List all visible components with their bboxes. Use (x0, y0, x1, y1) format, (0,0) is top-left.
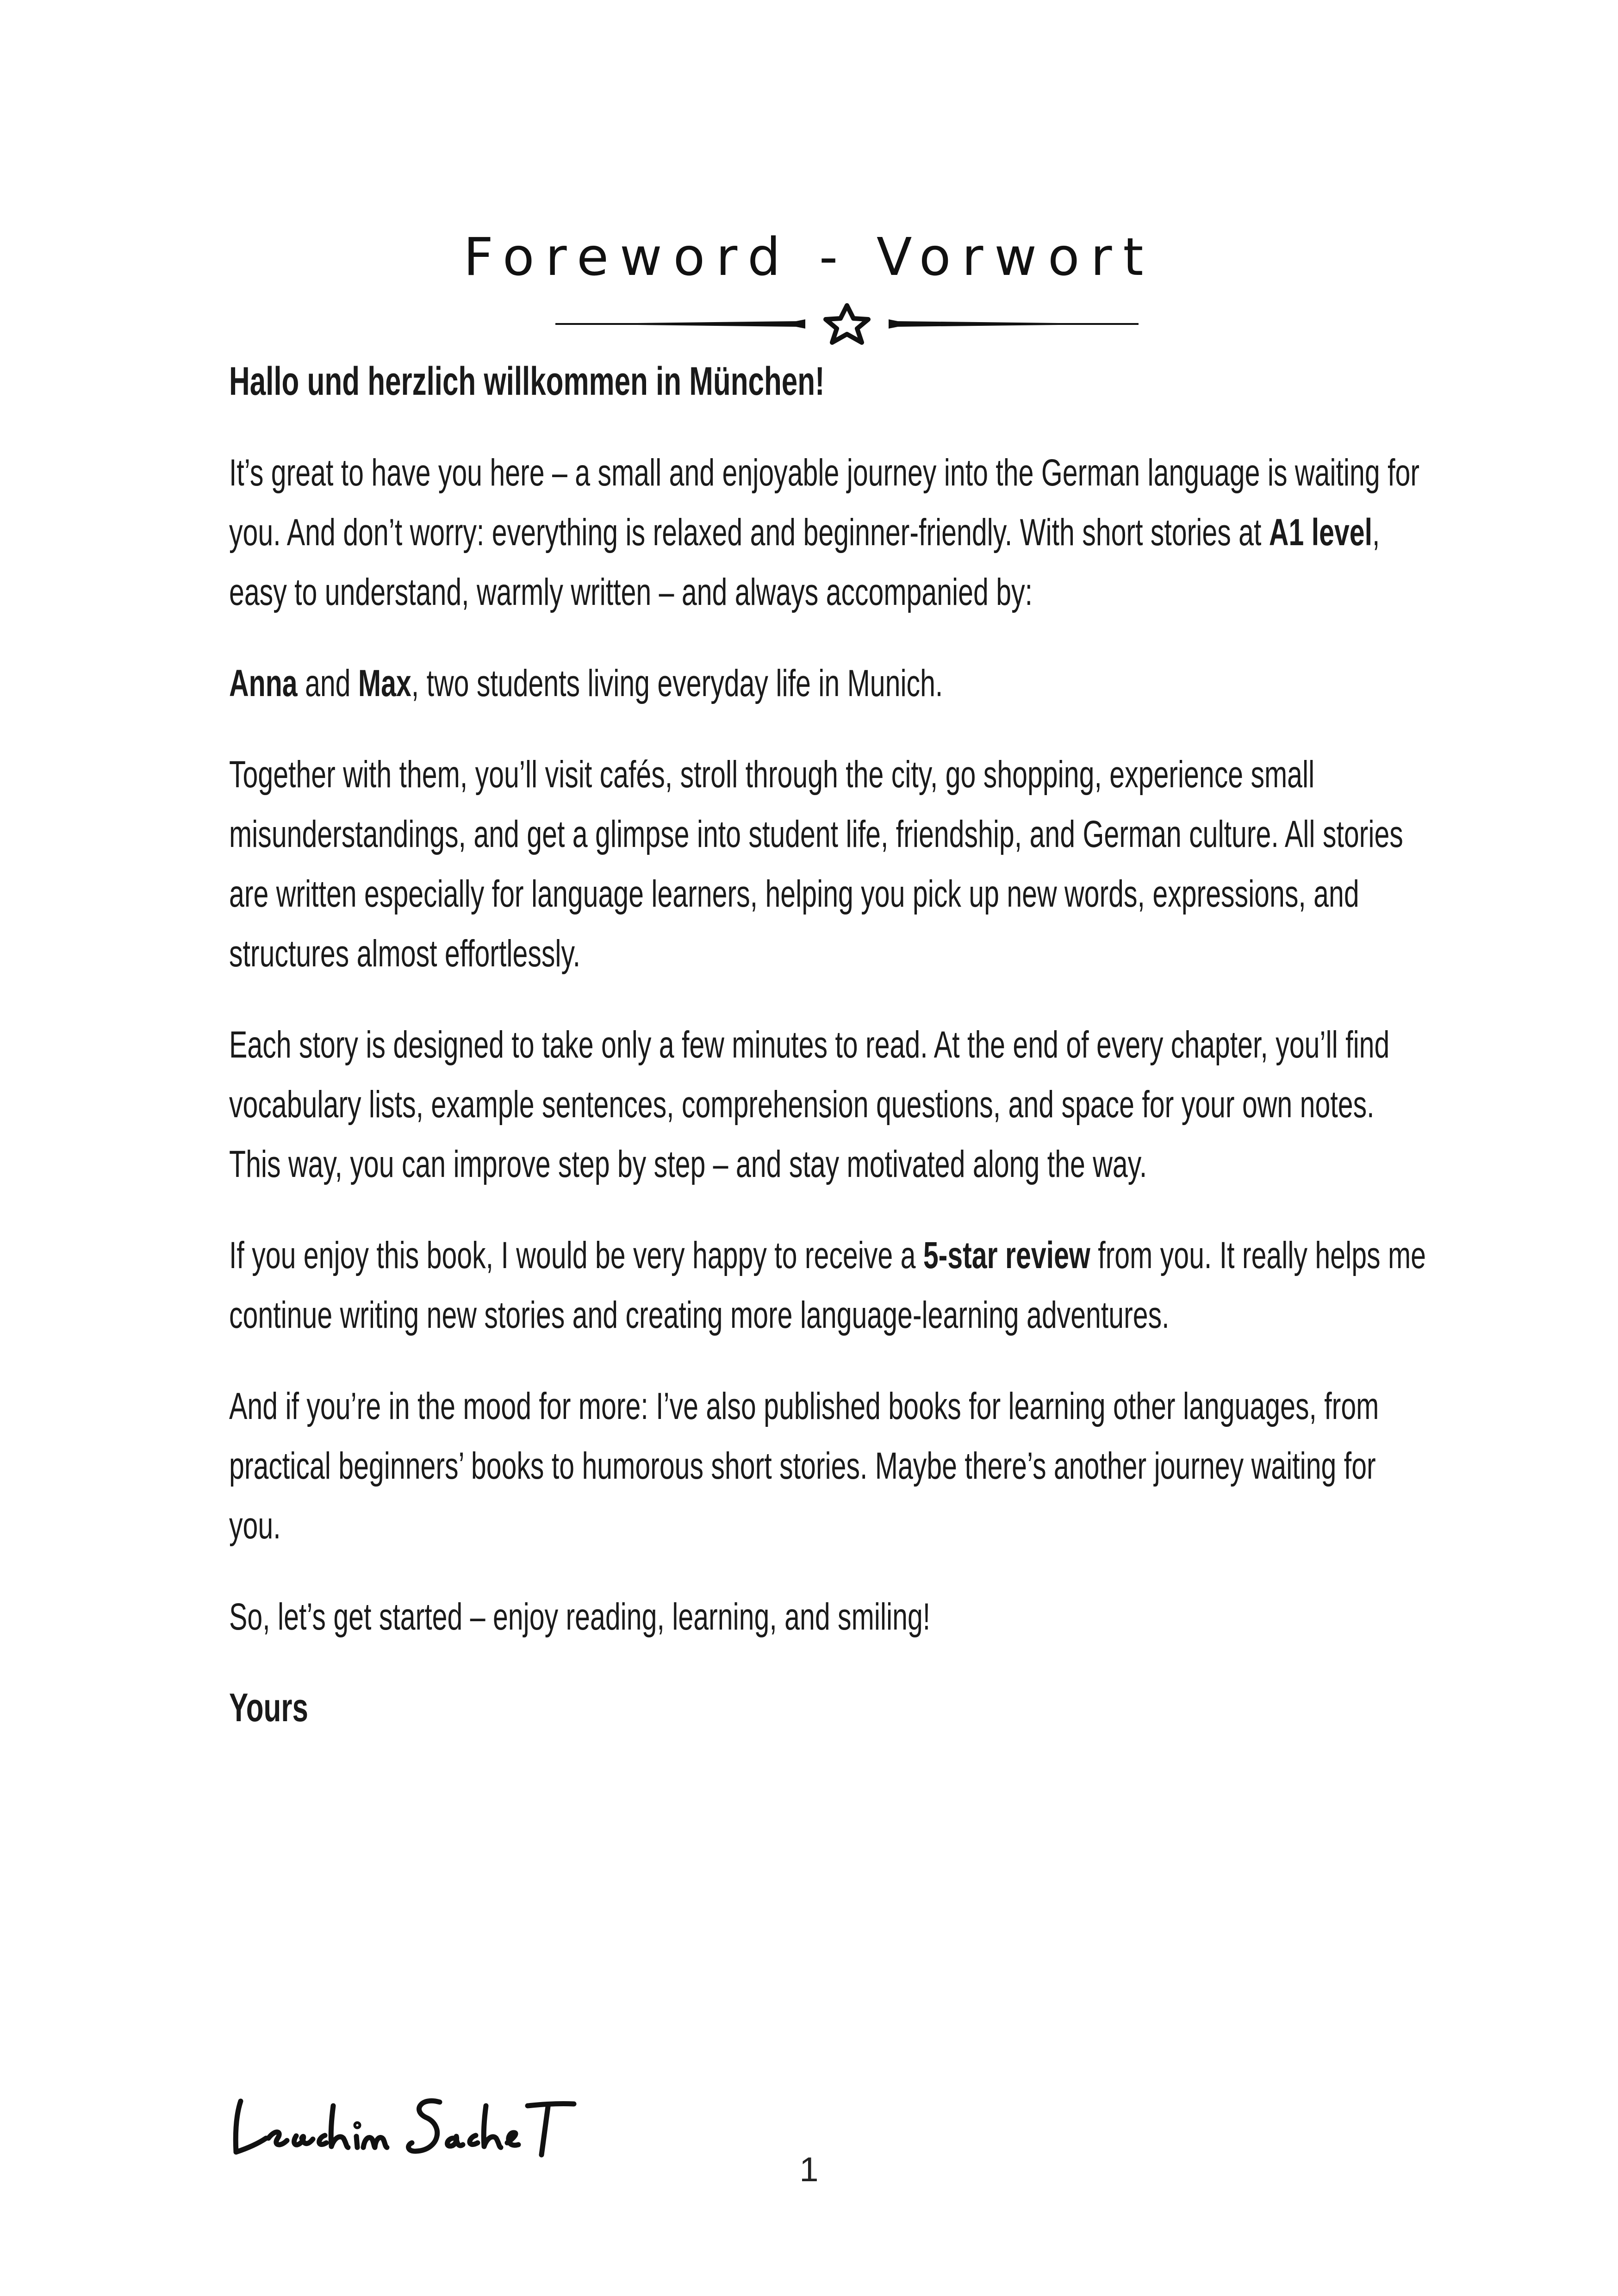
review-highlight: 5-star review (923, 1234, 1090, 1276)
paragraph-start: So, let’s get started – enjoy reading, learning, and smiling! (229, 1596, 931, 1638)
paragraph-characters (229, 653, 1432, 713)
closing-word: Yours (229, 1686, 308, 1730)
star-divider-icon (555, 301, 1139, 347)
paragraph-review (229, 1226, 1432, 1345)
character-max: Max (358, 662, 411, 704)
paragraph-intro-text-b: , easy to understand, warmly written – and always accompanied by: (229, 511, 1380, 613)
greeting-heading: Hallo und herzlich willkommen in München! (229, 359, 825, 404)
foreword-body (229, 352, 1432, 1769)
paragraph-intro (229, 443, 1432, 622)
paragraph-review-text-b: from you. It really helps me continue writing new stories and creating more language-learning adventures. (229, 1234, 1426, 1336)
paragraph-structure: Each story is designed to take only a few minutes to read. At the end of every chapter, you’ll find vocabulary lists, example sentences, comprehension questions, and space for your own notes. This way, you can improve step by step – and stay motivated along the way. (229, 1024, 1390, 1185)
page-title: Foreword - Vorwort (463, 227, 1155, 287)
paragraph-characters-and: and (297, 662, 358, 704)
paragraph-more-books: And if you’re in the mood for more: I’ve also published books for learning other languages, from practical beginners’ books to humorous short stories. Maybe there’s another journey waiting for you. (229, 1385, 1379, 1547)
page-number: 1 (799, 2150, 819, 2189)
paragraph-characters-rest: , two students living everyday life in Munich. (411, 662, 943, 704)
paragraph-review-text-a: If you enjoy this book, I would be very happy to receive a (229, 1234, 923, 1276)
paragraph-together: Together with them, you’ll visit cafés, stroll through the city, go shopping, experience small misunderstandings, and get a glimpse into student life, friendship, and German culture. All stories are written especially for language learners, helping you pick up new words, expressions, and structures almost effortlessly. (229, 753, 1403, 975)
paragraph-intro-text-a: It’s great to have you here – a small and enjoyable journey into the German language is waiting for you. And don’t worry: everything is relaxed and beginner-friendly. With short stories at (229, 452, 1419, 554)
level-highlight: A1 level (1269, 511, 1373, 554)
character-anna: Anna (229, 662, 298, 704)
